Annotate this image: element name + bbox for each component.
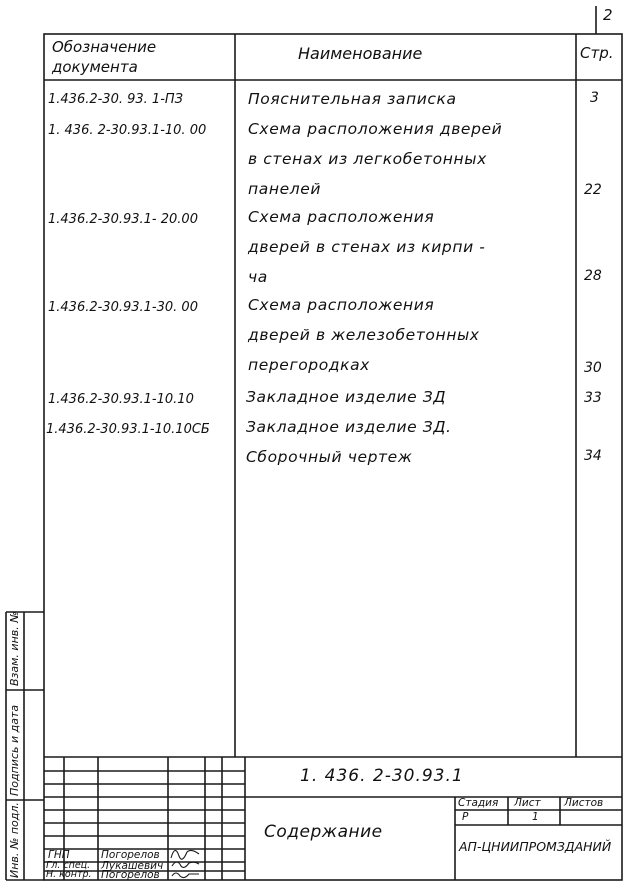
row-page: 34 — [584, 448, 602, 464]
title-block-sheet-value: 1 — [532, 811, 539, 823]
row-page: 30 — [584, 360, 602, 376]
title-block-title: Содержание — [264, 822, 383, 842]
row-name: Сборочный чертеж — [246, 448, 413, 466]
person-name: Погорелов — [101, 849, 160, 861]
person-name: Лукашевич — [101, 860, 164, 872]
row-page: 3 — [590, 90, 599, 106]
row-code: 1.436.2-30. 93. 1-ПЗ — [48, 92, 183, 107]
person-name: Погорелов — [101, 869, 160, 881]
header-designation-line1: Обозначение — [52, 38, 157, 56]
row-code: 1.436.2-30.93.1- 20.00 — [48, 212, 198, 227]
title-block-sheets-label: Листов — [564, 797, 604, 809]
row-code: 1.436.2-30.93.1-10.10СБ — [46, 422, 210, 437]
person-role: ГНП — [48, 849, 70, 861]
row-name: дверей в стенах из кирпи - — [248, 238, 486, 256]
row-code: 1.436.2-30.93.1-30. 00 — [48, 300, 198, 315]
row-name: Закладное изделие ЗД. — [246, 418, 452, 436]
row-page: 28 — [584, 268, 602, 284]
side-stamp-vzam-inv: Взам. инв. № — [8, 611, 21, 686]
row-name: в стенах из легкобетонных — [248, 150, 487, 168]
title-block-doc-code: 1. 436. 2-30.93.1 — [300, 766, 464, 786]
title-block-stage-value: Р — [462, 811, 469, 823]
row-name: Схема расположения дверей — [248, 120, 503, 138]
header-page: Стр. — [580, 44, 614, 62]
sheet-number: 2 — [603, 6, 613, 24]
header-name: Наименование — [298, 44, 423, 63]
row-page: 22 — [584, 182, 602, 198]
row-name: перегородках — [248, 356, 370, 374]
header-designation-line2: документа — [52, 58, 138, 76]
title-block-organization: АП-ЦНИИПРОМЗДАНИЙ — [459, 839, 612, 854]
row-page: 33 — [584, 390, 602, 406]
row-name: Схема расположения — [248, 296, 435, 314]
row-code: 1.436.2-30.93.1-10.10 — [48, 392, 194, 407]
row-name: Схема расположения — [248, 208, 435, 226]
row-name: ча — [248, 268, 268, 286]
person-role: Н. контр. — [46, 869, 92, 880]
row-name: Закладное изделие ЗД — [246, 388, 447, 406]
row-name: дверей в железобетонных — [248, 326, 480, 344]
row-code: 1. 436. 2-30.93.1-10. 00 — [48, 123, 207, 138]
title-block-stage-label: Стадия — [458, 797, 499, 809]
row-name: панелей — [248, 180, 322, 198]
side-stamp-inv-podl: Инв. № подл. — [8, 802, 21, 878]
title-block-sheet-label: Лист — [514, 797, 541, 809]
person-role: Гл. спец. — [46, 860, 91, 871]
side-stamp-podpis-data: Подпись и дата — [8, 704, 21, 796]
row-name: Пояснительная записка — [248, 90, 457, 108]
